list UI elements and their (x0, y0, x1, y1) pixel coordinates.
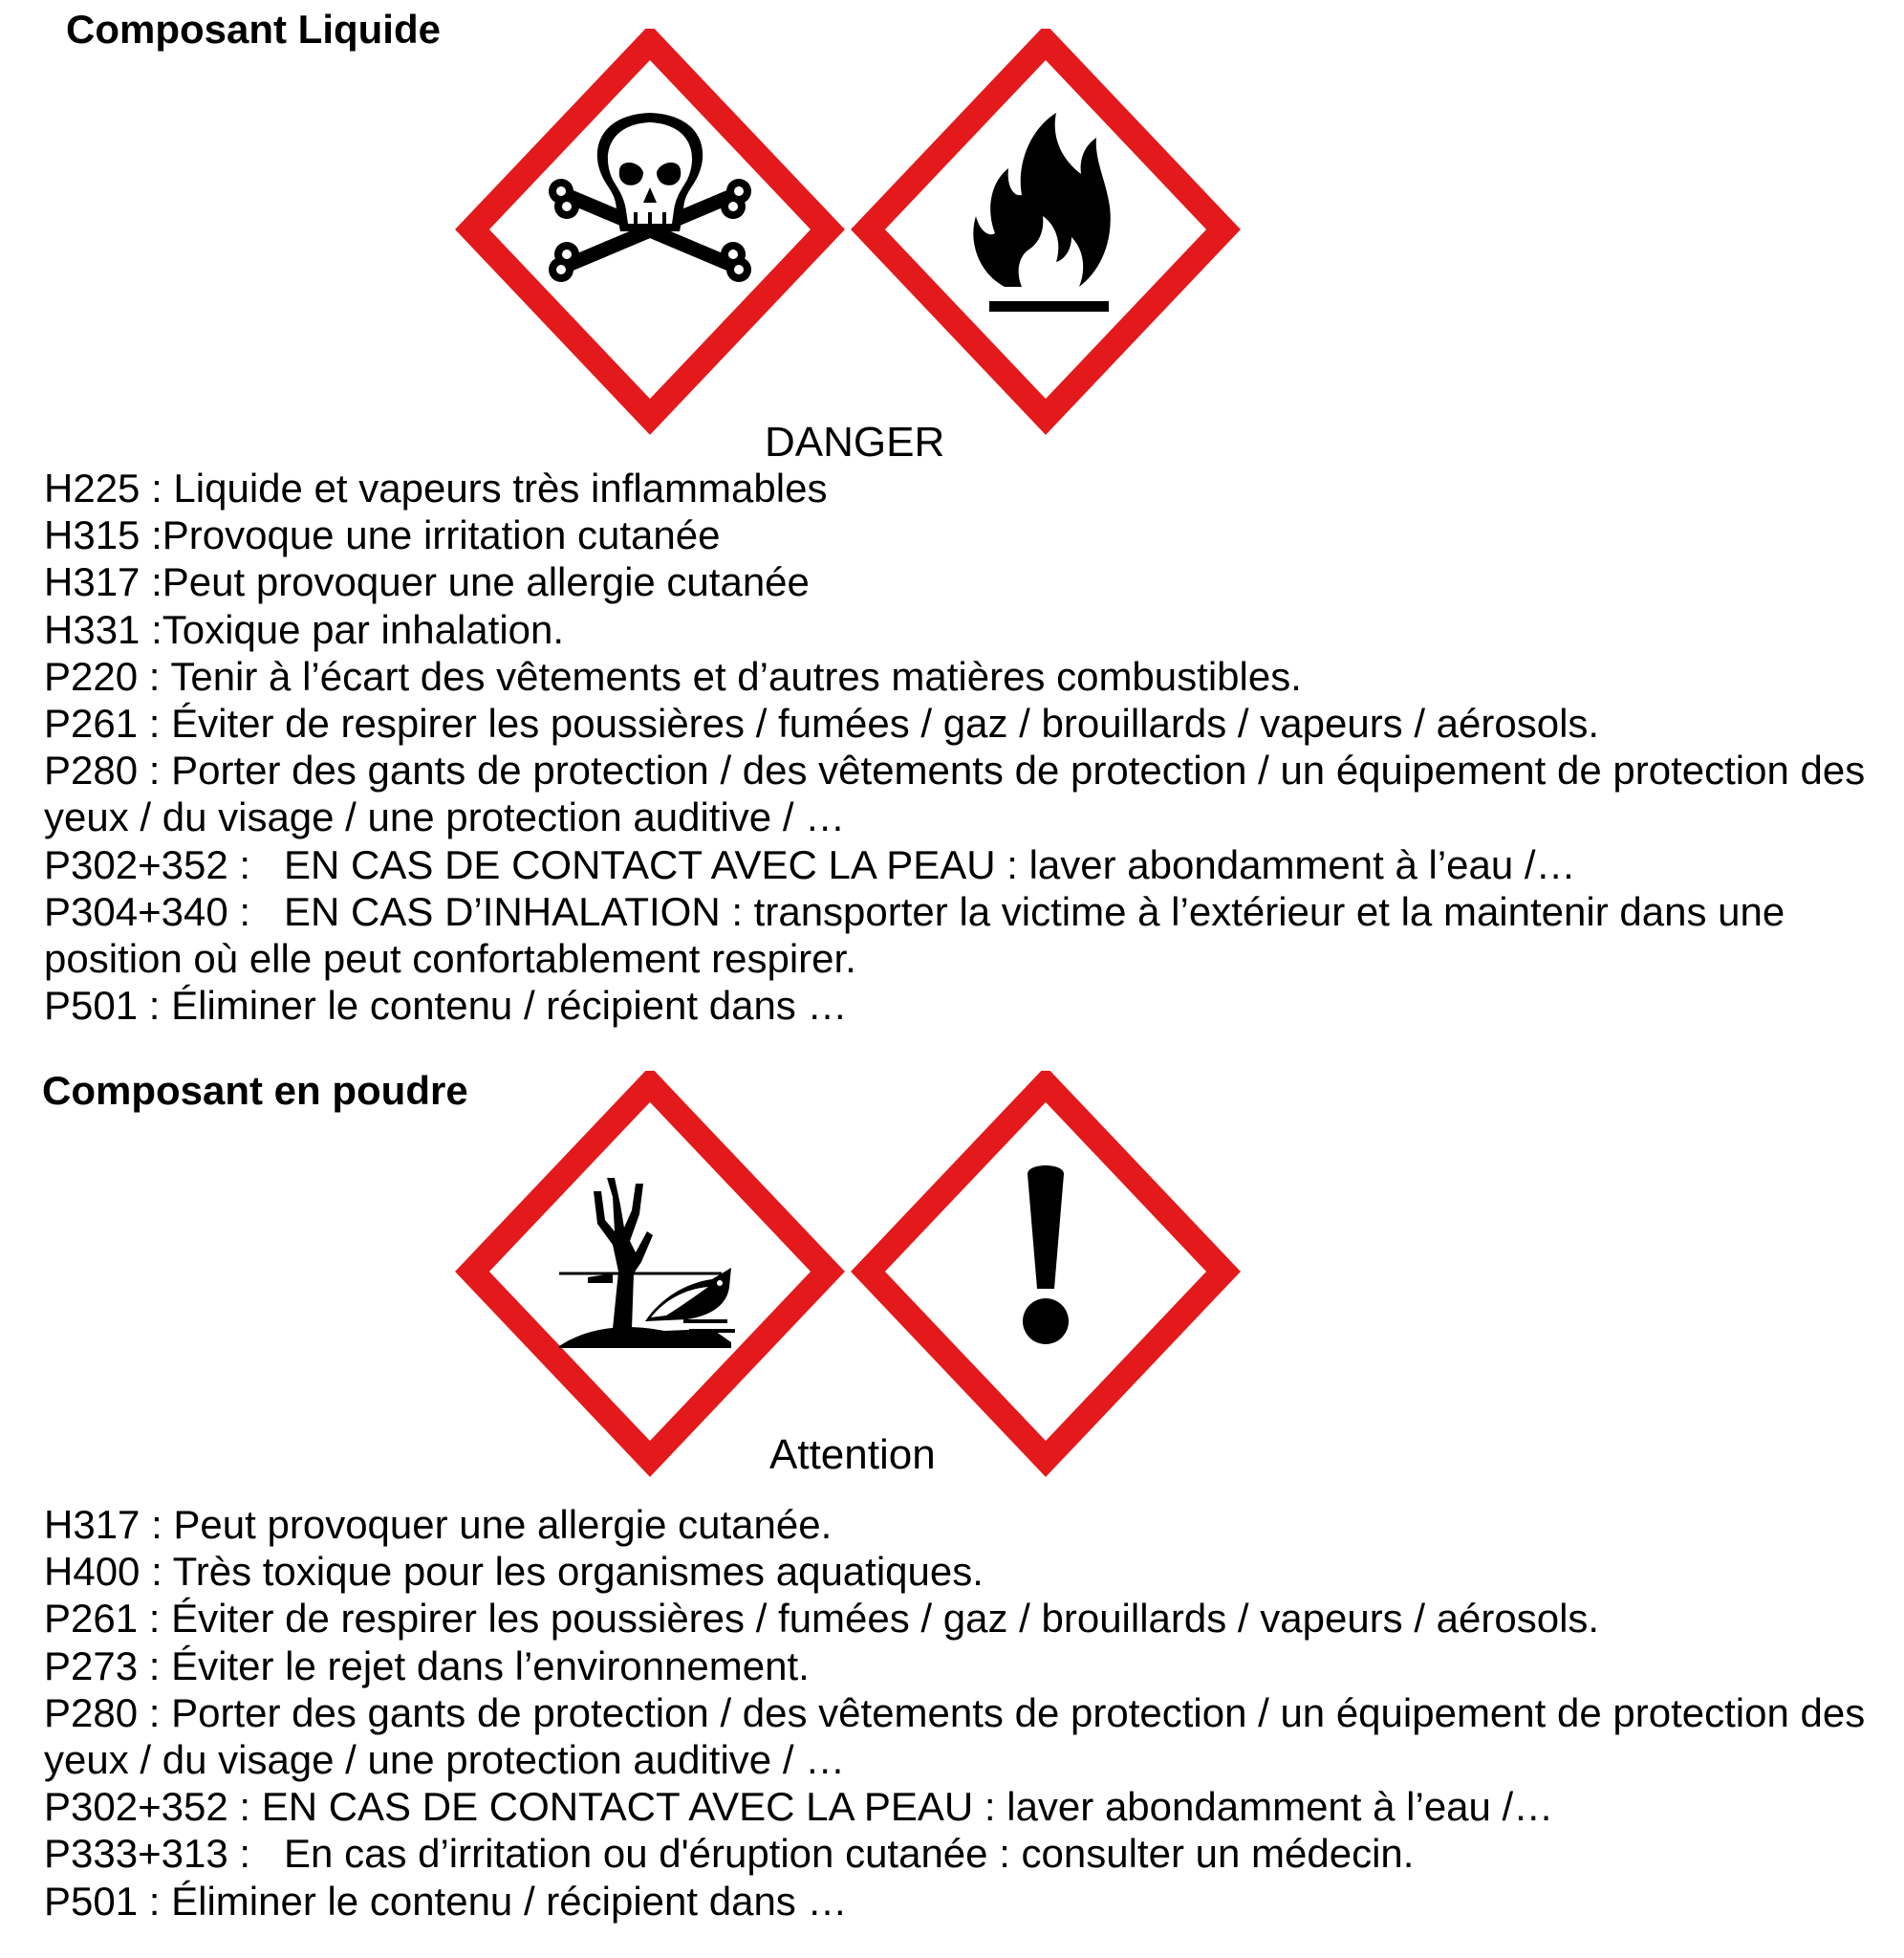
statement-h331: H331 :Toxique par inhalation. (44, 606, 565, 652)
signal-word-attention: Attention (769, 1431, 936, 1478)
section-title-liquid: Composant Liquide (66, 7, 441, 52)
statement-p501: P501 : Éliminer le contenu / récipient dans … (44, 1878, 848, 1924)
statement-p280: P280 : Porter des gants de protection / des vêtements de protection / un équipement de protection des yeux / du visage / une protection auditive / … (44, 748, 1866, 840)
statement-h400: H400 : Très toxique pour les organismes aquatiques. (44, 1549, 984, 1595)
section-title-powder: Composant en poudre (42, 1068, 468, 1113)
statement-h315: H315 :Provoque une irritation cutanée (44, 512, 721, 558)
statement-h317: H317 :Peut provoquer une allergie cutanée (44, 559, 810, 605)
skull-crossbones-icon (472, 42, 828, 417)
hazard-statements-powder (44, 1501, 1879, 1925)
signal-word-danger: DANGER (765, 419, 945, 466)
statement-p261: P261 : Éviter de respirer les poussières / fumées / gaz / brouillards / vapeurs / aérosols. (44, 1596, 1600, 1642)
statement-p302-352: P302+352 : EN CAS DE CONTACT AVEC LA PEAU : laver abondamment à l’eau /… (44, 841, 1576, 887)
statement-p220: P220 : Tenir à l’écart des vêtements et d’autres matières combustibles. (44, 653, 1302, 699)
statement-h225: H225 : Liquide et vapeurs très inflammables (44, 466, 828, 511)
hazard-statements-liquid (44, 465, 1879, 1029)
statement-p304-340: P304+340 : EN CAS D’INHALATION : transporter la victime à l’extérieur et la maintenir dans une position où elle peut confortablement respirer. (44, 888, 1785, 982)
statement-p280: P280 : Porter des gants de protection / des vêtements de protection / un équipement de protection des yeux / du visage / une protection auditive / … (44, 1689, 1866, 1783)
statement-p261: P261 : Éviter de respirer les poussières / fumées / gaz / brouillards / vapeurs / aérosols. (44, 701, 1600, 747)
statement-h317: H317 : Peut provoquer une allergie cutanée. (44, 1502, 833, 1547)
statement-p333-313: P333+313 : En cas d’irritation ou d'éruption cutanée : consulter un médecin. (44, 1831, 1415, 1877)
environment-hazard-icon (472, 1084, 828, 1459)
statement-p273: P273 : Éviter le rejet dans l’environnement. (44, 1643, 810, 1688)
statement-p501: P501 : Éliminer le contenu / récipient dans … (44, 983, 848, 1029)
flame-icon (868, 42, 1223, 417)
pictograms-powder (444, 1071, 1266, 1482)
exclamation-mark-icon (868, 1084, 1223, 1459)
statement-p302-352: P302+352 : EN CAS DE CONTACT AVEC LA PEAU : laver abondamment à l’eau /… (44, 1784, 1554, 1830)
pictograms-liquid (444, 29, 1266, 440)
